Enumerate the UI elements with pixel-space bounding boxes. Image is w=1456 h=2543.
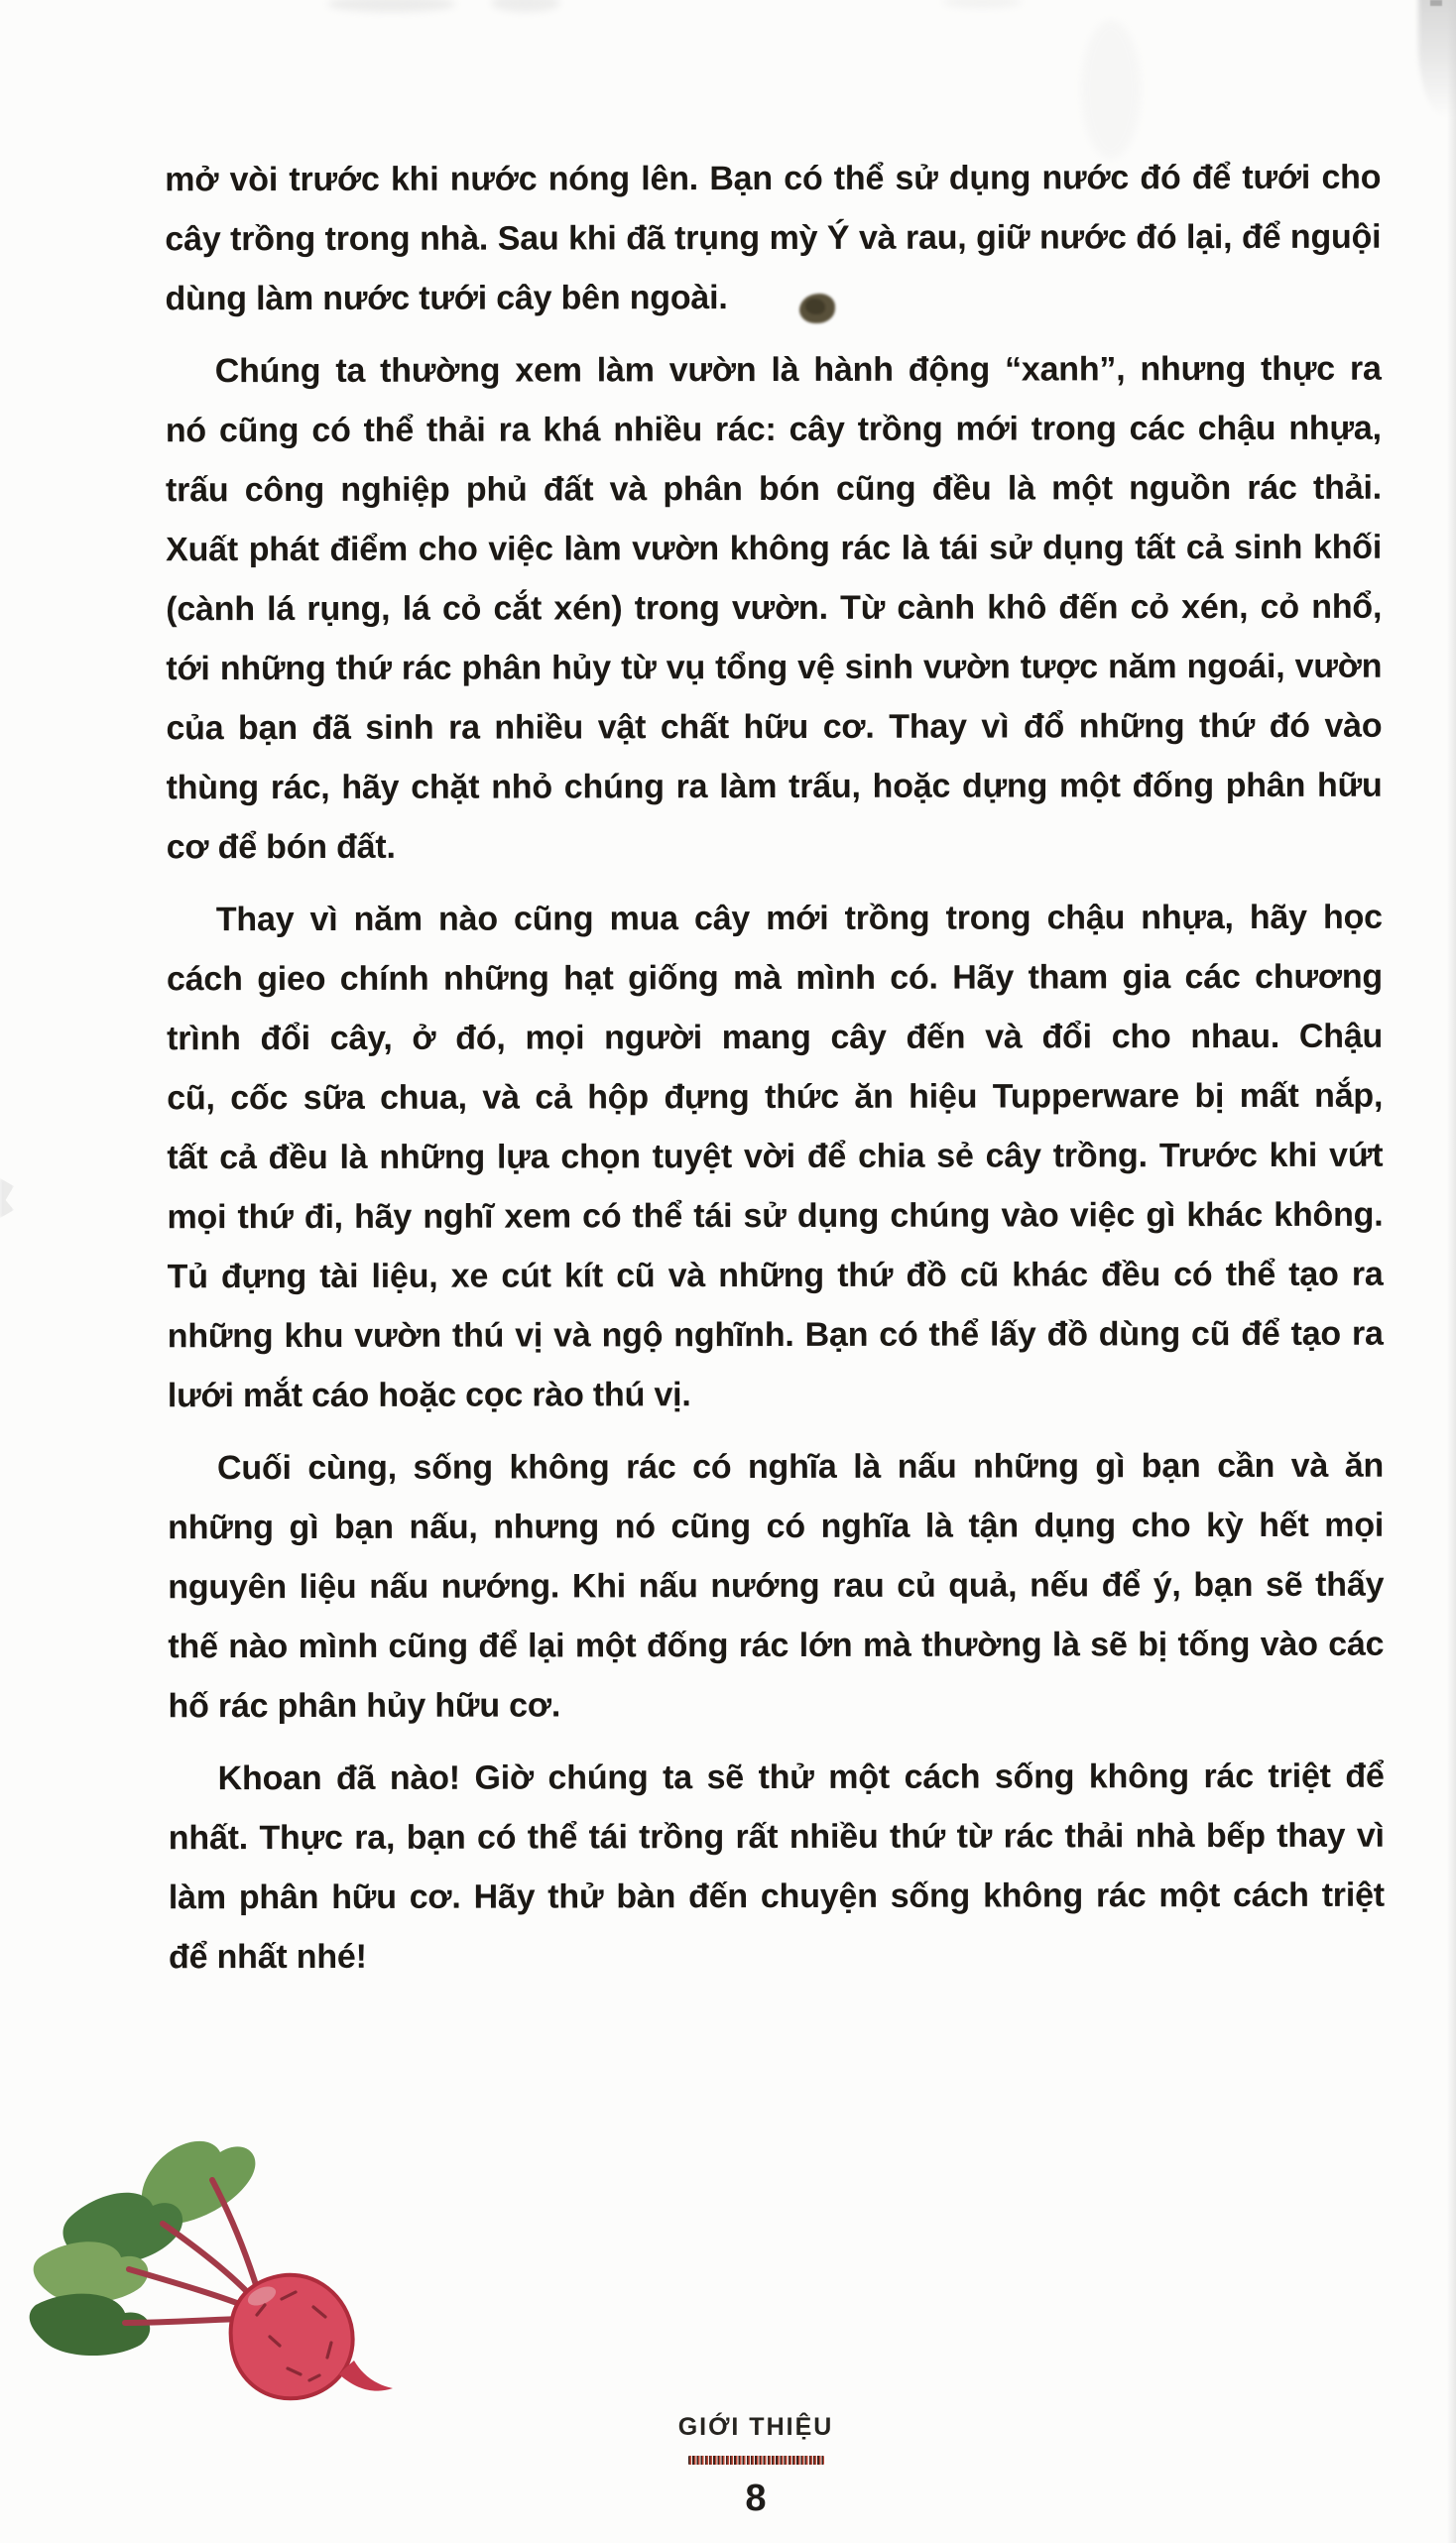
text-line: trấu công nghiệp phủ đất và phân bón cũng đều là một nguồn rác thải.	[165, 468, 1382, 510]
page-footer	[28, 2412, 1456, 2518]
text-line: nguyên liệu nấu nướng. Khi nấu nướng rau củ quả, nếu để ý, bạn sẽ thấy	[168, 1565, 1385, 1607]
paragraph-2	[166, 339, 1383, 878]
text-line: cách gieo chính những hạt giống mà mình có. Hãy tham gia các chương	[166, 957, 1384, 999]
text-line: nhất. Thực ra, bạn có thể tái trồng rất nhiều thứ từ rác thải nhà bếp thay vì	[168, 1816, 1385, 1858]
paragraph-5	[169, 1747, 1385, 1988]
section-label: GIỚI THIỆU	[677, 2413, 834, 2441]
text-line: nó cũng có thể thải ra khá nhiều rác: cây trồng mới trong các chậu nhựa,	[165, 409, 1382, 450]
text-column	[165, 0, 1385, 1987]
text-line: Thay vì năm nào cũng mua cây mới trồng trong chậu nhựa, hãy học	[215, 898, 1383, 939]
text-line: tất cả đều là những lựa chọn tuyệt vời để chia sẻ cây trồng. Trước khi vứt	[167, 1136, 1384, 1177]
text-line: những khu vườn thú vị và ngộ nghĩnh. Bạn có thể lấy đồ dùng cũ để tạo ra	[167, 1314, 1384, 1356]
text-line: trình đổi cây, ở đó, mọi người mang cây đến và đổi cho nhau. Chậu	[167, 1017, 1384, 1058]
page-edge-shadow	[1447, 0, 1456, 2543]
text-line: cây trồng trong nhà. Sau khi đã trụng mỳ Ý và rau, giữ nước đó lại, để nguội	[165, 217, 1382, 259]
text-line: (cành lá rụng, lá cỏ cắt xén) trong vườn. Từ cành khô đến cỏ xén, cỏ nhổ,	[166, 587, 1383, 629]
ink-smudge	[799, 294, 835, 323]
text-line: làm phân hữu cơ. Hãy thử bàn đến chuyện sống không rác một cách triệt	[168, 1876, 1385, 1917]
text-line: Cuối cùng, sống không rác có nghĩa là nấu những gì bạn cần và ăn	[216, 1446, 1385, 1488]
radish-illustration	[14, 2130, 393, 2428]
scan-mark	[1430, 0, 1442, 6]
text-line: tới những thứ rác phân hủy từ vụ tổng vệ sinh vườn tược năm ngoái, vườn	[166, 647, 1383, 688]
footer-divider-hatch	[688, 2456, 824, 2465]
page-number: 8	[745, 2478, 767, 2519]
text-line: Khoan đã nào! Giờ chúng ta sẽ thử một cách sống không rác triệt để	[217, 1756, 1385, 1798]
paragraph-1	[165, 148, 1381, 329]
text-line: Chúng ta thường xem làm vườn là hành động “xanh”, nhưng thực ra	[214, 349, 1382, 391]
text-line: cơ để bón đất.	[166, 827, 396, 867]
text-line: thùng rác, hãy chặt nhỏ chúng ra làm trấu, hoặc dựng một đống phân hữu	[166, 766, 1383, 807]
paragraph-4	[168, 1436, 1385, 1737]
text-line: mở vòi trước khi nước nóng lên. Bạn có thể sử dụng nước đó để tưới cho	[165, 158, 1382, 199]
text-line: Xuất phát điểm cho việc làm vườn không rác là tái sử dụng tất cả sinh khối	[166, 528, 1383, 569]
text-line: hố rác phân hủy hữu cơ.	[168, 1686, 561, 1726]
scan-mark	[0, 1178, 14, 1218]
text-line: Tủ đựng tài liệu, xe cút kít cũ và những thứ đồ cũ khác đều có thể tạo ra	[167, 1255, 1384, 1296]
text-line: những gì bạn nấu, nhưng nó cũng có nghĩa là tận dụng cho kỳ hết mọi	[168, 1506, 1385, 1547]
text-line: của bạn đã sinh ra nhiều vật chất hữu cơ. Thay vì đổ những thứ đó vào	[166, 706, 1383, 748]
watercolor-radish-icon	[14, 2130, 393, 2428]
text-line: thế nào mình cũng để lại một đống rác lớn mà thường là sẽ bị tống vào các	[168, 1625, 1385, 1666]
text-line: để nhất nhé!	[168, 1937, 367, 1977]
text-line: cũ, cốc sữa chua, và cả hộp đựng thức ăn hiệu Tupperware bị mất nắp,	[167, 1076, 1384, 1118]
text-line: dùng làm nước tưới cây bên ngoài.	[165, 279, 728, 318]
text-line: lưới mắt cáo hoặc cọc rào thú vị.	[167, 1376, 691, 1415]
text-line: mọi thứ đi, hãy nghĩ xem có thể tái sử dụng chúng vào việc gì khác không.	[167, 1195, 1384, 1237]
paragraph-3	[167, 888, 1384, 1426]
